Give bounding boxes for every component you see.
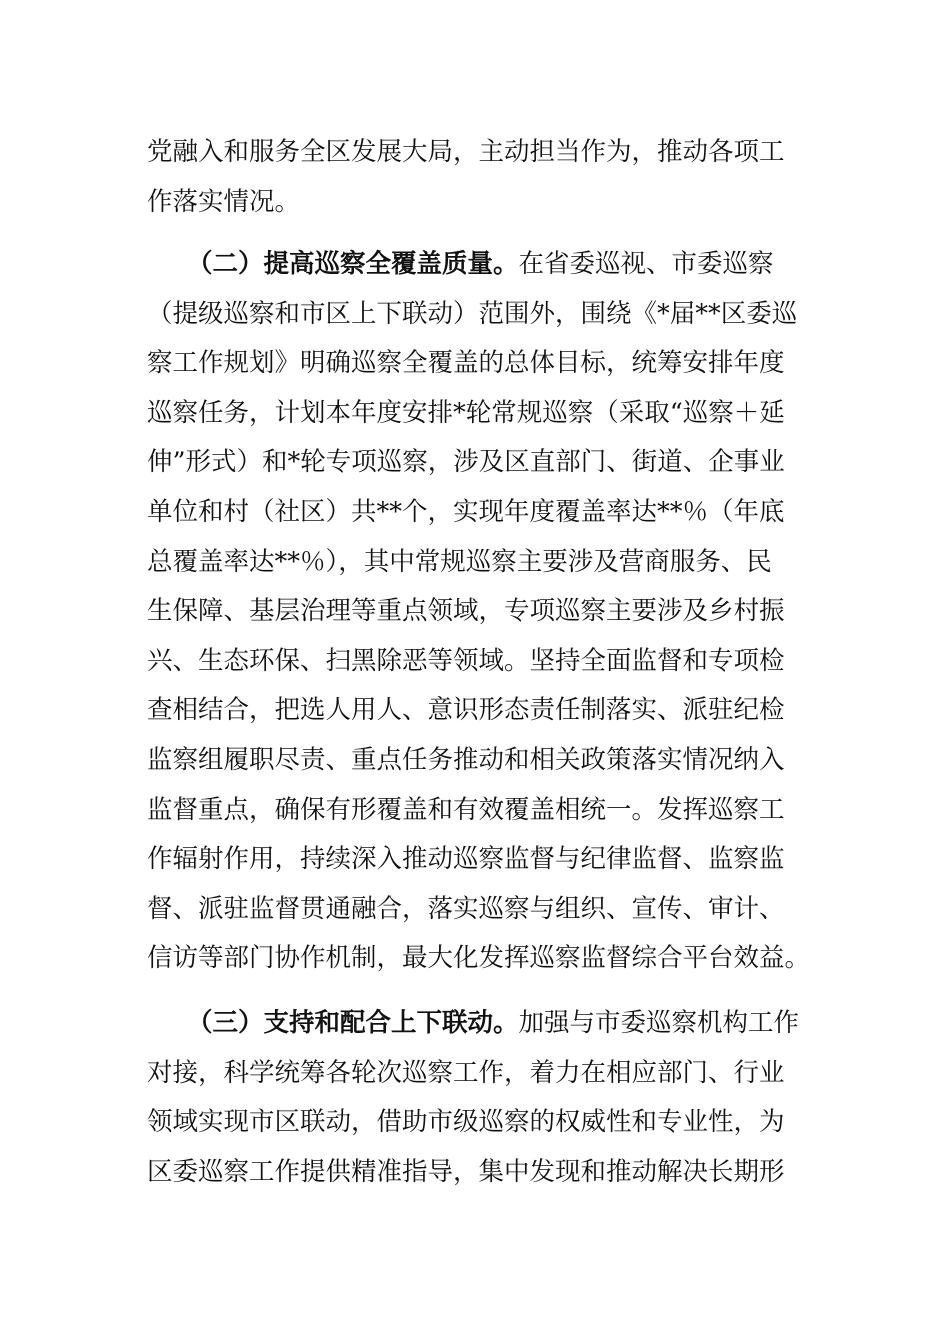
- paragraph-first-line: [147, 999, 807, 1049]
- paragraph-line: 总覆盖率达**％），其中常规巡察主要涉及营商服务、民: [147, 546, 772, 577]
- paragraph-line: 察工作规划》明确巡察全覆盖的总体目标，统筹安排年度: [147, 348, 785, 379]
- paragraph-line: 监察组履职尽责、重点任务推动和相关政策落实情况纳入: [147, 744, 785, 775]
- paragraph-line: 巡察任务，计划本年度安排*轮常规巡察（采取“巡察＋延: [147, 397, 785, 428]
- paragraph-line: 领域实现市区联动，借助市级巡察的权威性和专业性，为: [147, 1107, 785, 1138]
- paragraph-line: 信访等部门协作机制，最大化发挥巡察监督综合平台效益。: [147, 943, 811, 974]
- paragraph-line: 监督重点，确保有形覆盖和有效覆盖相统一。发挥巡察工: [147, 794, 785, 825]
- paragraph-text: 加强与市委巡察机构工作: [518, 1008, 800, 1038]
- paragraph-first-line: [147, 240, 807, 290]
- paragraph-line: （提级巡察和市区上下联动）范围外，围绕《*届**区委巡: [147, 298, 798, 329]
- paragraph-line: 查相结合，把选人用人、意识形态责任制落实、派驻纪检: [147, 695, 785, 726]
- paragraph-line: 单位和村（社区）共**个，实现年度覆盖率达**％（年底: [147, 496, 785, 527]
- paragraph-line: 区委巡察工作提供精准指导，集中发现和推动解决长期形: [147, 1156, 785, 1187]
- paragraph-line: 伸”形式）和*轮专项巡察，涉及区直部门、街道、企事业: [147, 447, 785, 478]
- paragraph-2: [147, 240, 811, 984]
- section-heading: （二）提高巡察全覆盖质量。: [187, 249, 519, 279]
- paragraph-line: 兴、生态环保、扫黑除恶等领域。坚持全面监督和专项检: [147, 645, 785, 676]
- paragraph-line: 生保障、基层治理等重点领域，专项巡察主要涉及乡村振: [147, 596, 785, 627]
- paragraph-line: 党融入和服务全区发展大局，主动担当作为，推动各项工: [147, 137, 785, 167]
- paragraph-line: 督、派驻监督贯通融合，落实巡察与组织、宣传、审计、: [147, 893, 785, 924]
- paragraph-1: [147, 128, 807, 227]
- paragraph-3: [147, 999, 807, 1197]
- paragraph-text: 在省委巡视、市委巡察: [518, 249, 774, 279]
- paragraph-line: 作辐射作用，持续深入推动巡察监督与纪律监督、监察监: [147, 844, 785, 875]
- paragraph-line: 对接，科学统筹各轮次巡察工作，着力在相应部门、行业: [147, 1057, 785, 1088]
- section-heading: （三）支持和配合上下联动。: [187, 1008, 519, 1038]
- paragraph-line: 作落实情况。: [147, 186, 301, 217]
